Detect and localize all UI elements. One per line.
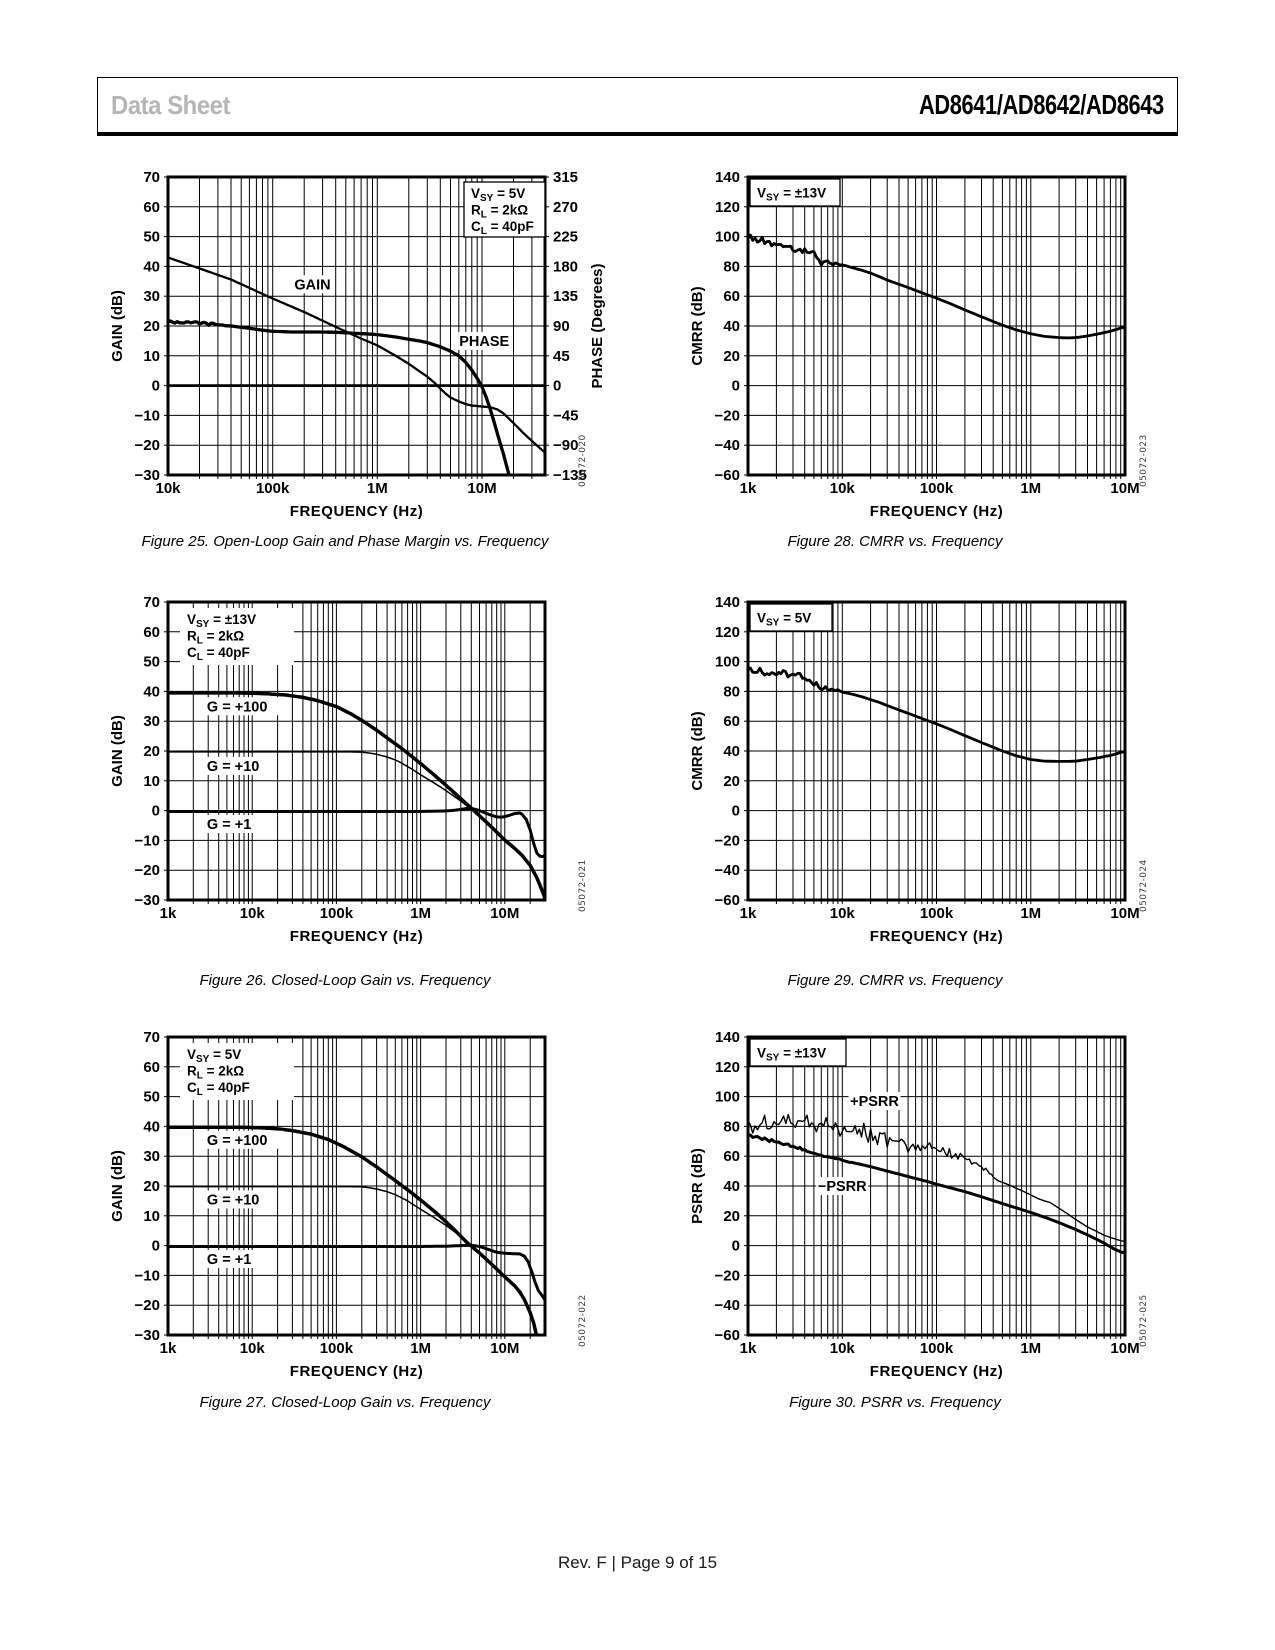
svg-text:100k: 100k [919,905,954,922]
curve-label-g+10 [204,1190,274,1208]
figure-30-caption: Figure 30. PSRR vs. Frequency [789,1394,1001,1411]
svg-text:120: 120 [714,1058,740,1076]
figure-30-code: 05072-025 [1139,1294,1149,1347]
y-axis-title: GAIN (dB) [109,290,126,362]
svg-text:80: 80 [723,258,740,276]
figure-29-plot [660,582,1190,954]
figure-27-chart [100,1017,630,1389]
svg-text:0: 0 [151,377,160,395]
svg-text:1M: 1M [1020,905,1042,922]
svg-text:60: 60 [143,1058,160,1076]
figure-29-caption: Figure 29. CMRR vs. Frequency [787,972,1003,989]
svg-text:−90: −90 [553,437,579,455]
y-axis-labels [715,1029,740,1344]
svg-text:VSY = ±13V: $V_{SY} = \pm 13V$ [757,1045,827,1064]
svg-text:50: 50 [143,228,160,246]
figure-28-caption: Figure 28. CMRR vs. Frequency [787,533,1003,550]
series-gain [168,258,545,453]
svg-text:10: 10 [143,347,160,365]
curve-label-g+1 [204,815,265,833]
svg-text:40: 40 [143,258,160,276]
curve-label-g+10 [204,757,274,775]
svg-text:1M: 1M [410,905,432,922]
svg-text:50: 50 [143,653,160,671]
svg-text:120: 120 [714,198,740,216]
figure-29-chart [660,582,1190,954]
svg-text:30: 30 [143,288,160,306]
svg-text:80: 80 [723,683,740,701]
test-conditions-annotation [180,1043,294,1100]
svg-text:10k: 10k [239,905,265,922]
figure-25-code: 05072-020 [578,434,588,487]
svg-text:40: 40 [143,1118,160,1136]
svg-text:40: 40 [723,318,740,335]
figure-26-caption: Figure 26. Closed-Loop Gain vs. Frequency [199,972,491,989]
svg-text:CL = 40pF: $C_L = 40pF$ [187,1080,250,1098]
svg-text:−30: −30 [134,467,160,484]
svg-text:60: 60 [723,713,740,731]
x-axis-title: FREQUENCY (Hz) [869,1363,1004,1380]
svg-text:10: 10 [143,1207,160,1225]
svg-text:60: 60 [143,623,160,641]
svg-text:50: 50 [143,1088,160,1106]
svg-text:60: 60 [723,1148,740,1166]
svg-text:−20: −20 [134,1297,160,1315]
x-axis-labels [155,480,496,497]
figure-26-plot [100,582,630,954]
svg-text:G = +1: G = +1 [206,1252,252,1269]
svg-text:30: 30 [143,713,160,731]
svg-text:0: 0 [151,802,160,820]
svg-text:70: 70 [143,169,160,186]
svg-text:−60: −60 [714,467,740,484]
svg-text:270: 270 [553,198,579,216]
svg-text:100k: 100k [319,905,354,922]
svg-text:60: 60 [143,198,160,216]
svg-text:−10: −10 [134,407,160,425]
figure-28-plot [660,157,1190,529]
svg-text:40: 40 [143,683,160,701]
y-axis-title-right: PHASE (Degrees) [589,263,606,389]
curve-label-g+1 [204,1250,265,1268]
test-conditions-annotation [750,179,840,206]
svg-text:100k: 100k [919,1340,954,1357]
svg-text:10k: 10k [829,480,855,497]
grid-lines [744,1037,1125,1339]
series-g-100 [168,693,545,899]
svg-text:VSY = 5V: $V_{SY} = 5V$ [471,186,526,204]
svg-text:1M: 1M [366,480,388,497]
svg-text:30: 30 [143,1148,160,1166]
svg-text:−20: −20 [714,407,740,425]
svg-text:140: 140 [714,169,740,186]
svg-text:10k: 10k [155,480,181,497]
svg-text:0: 0 [731,802,740,820]
svg-text:−20: −20 [714,832,740,850]
svg-text:140: 140 [714,594,740,611]
svg-text:VSY = 5V: $V_{SY} = 5V$ [757,610,812,629]
svg-text:−60: −60 [714,1327,740,1344]
svg-text:10k: 10k [829,1340,855,1357]
svg-text:10M: 10M [467,480,497,497]
curve-label-+psrr [849,1092,901,1110]
svg-text:0: 0 [731,377,740,395]
test-conditions-annotation [750,604,832,631]
svg-text:1k: 1k [739,1340,757,1357]
svg-text:100: 100 [714,228,740,246]
svg-text:1M: 1M [410,1340,432,1357]
svg-text:RL = 2kΩ: $R_L = 2k\Omega$ [471,202,529,221]
grid-lines [744,602,1125,904]
x-axis-title: FREQUENCY (Hz) [289,928,424,945]
y-axis-title: GAIN (dB) [109,1150,126,1222]
x-axis-labels [740,905,1140,922]
svg-text:10k: 10k [829,905,855,922]
svg-text:1k: 1k [739,905,757,922]
figure-30-plot [660,1017,1190,1389]
doc-type-label: Data Sheet [111,89,231,120]
svg-text:CL = 40pF: $C_L = 40pF$ [187,645,250,663]
svg-text:G = +1: G = +1 [206,817,252,834]
svg-text:315: 315 [553,169,579,186]
svg-text:10M: 10M [1110,905,1140,922]
x-axis-labels [740,1340,1140,1357]
x-axis-title: FREQUENCY (Hz) [869,503,1004,520]
svg-text:135: 135 [553,288,579,306]
x-axis-labels [160,905,520,922]
y-axis-labels [135,169,160,484]
svg-text:−20: −20 [134,437,160,455]
figure-27-code: 05072-022 [578,1294,588,1347]
svg-text:100k: 100k [255,480,290,497]
figure-25-caption: Figure 25. Open-Loop Gain and Phase Margin vs. Frequency [141,533,549,550]
svg-text:100k: 100k [319,1340,354,1357]
y-axis-title: PSRR (dB) [689,1148,706,1224]
figure-28-code: 05072-023 [1139,434,1149,487]
svg-text:70: 70 [143,594,160,611]
y-axis-labels [715,169,740,484]
page-footer: Rev. F | Page 9 of 15 [557,1553,718,1572]
x-axis-labels [740,480,1140,497]
series-group [168,258,545,480]
svg-text:0: 0 [151,1237,160,1255]
svg-text:−10: −10 [134,832,160,850]
svg-text:−45: −45 [553,407,579,425]
figure-27-plot [100,1017,630,1389]
svg-text:10M: 10M [490,905,520,922]
svg-text:20: 20 [723,347,740,365]
series-group [168,693,545,899]
svg-text:225: 225 [553,228,579,246]
svg-text:1k: 1k [159,905,177,922]
svg-text:60: 60 [723,288,740,306]
y-axis-title: GAIN (dB) [109,715,126,787]
y-axis-labels [135,1029,160,1344]
svg-text:20: 20 [723,772,740,790]
svg-text:−30: −30 [134,892,160,909]
y-axis-labels [715,594,740,909]
svg-text:20: 20 [143,743,160,760]
svg-text:1k: 1k [159,1340,177,1357]
svg-text:−40: −40 [714,437,740,455]
svg-text:GAIN: GAIN [294,277,331,294]
svg-text:G = +10: G = +10 [206,758,260,775]
svg-text:CL = 40pF: $C_L = 40pF$ [471,219,534,237]
curve-label-g+100 [204,1131,284,1149]
svg-text:1M: 1M [1020,1340,1042,1357]
svg-text:140: 140 [714,1029,740,1046]
svg-text:10M: 10M [1110,480,1140,497]
svg-text:80: 80 [723,1118,740,1136]
svg-text:40: 40 [723,743,740,760]
curve-label-gain [291,275,334,293]
grid-lines [744,177,1125,479]
svg-text:+PSRR: +PSRR [850,1094,899,1111]
svg-text:PHASE: PHASE [459,333,510,350]
figure-28-chart [660,157,1190,529]
svg-text:0: 0 [553,377,562,395]
figure-26-code: 05072-021 [578,859,588,912]
svg-text:0: 0 [731,1237,740,1255]
svg-text:RL = 2kΩ: $R_L = 2k\Omega$ [187,628,245,647]
curve-label-psrr [816,1177,868,1195]
svg-text:G = +100: G = +100 [206,1132,268,1149]
svg-text:−PSRR: −PSRR [817,1179,867,1195]
svg-text:10: 10 [143,772,160,790]
svg-text:RL = 2kΩ: $R_L = 2k\Omega$ [187,1063,245,1082]
svg-text:10k: 10k [239,1340,265,1357]
svg-text:−20: −20 [714,1267,740,1285]
figure-25-plot [100,157,630,529]
svg-text:−60: −60 [714,892,740,909]
test-conditions-annotation [750,1039,846,1066]
svg-text:20: 20 [143,318,160,335]
svg-text:100k: 100k [919,480,954,497]
part-number-title: AD8641/AD8642/AD8643 [919,89,1164,120]
figure-25-chart [100,157,630,529]
curve-label-phase [458,332,510,350]
svg-text:90: 90 [553,318,570,335]
svg-text:VSY = ±13V: $V_{SY} = \pm 13V$ [187,612,257,630]
page-header [97,77,1178,136]
y-axis-labels [135,594,160,909]
svg-text:1M: 1M [1020,480,1042,497]
test-conditions-annotation [464,182,545,237]
y-axis-title: CMRR (dB) [689,286,706,366]
svg-text:G = +100: G = +100 [206,699,268,716]
x-axis-title: FREQUENCY (Hz) [869,928,1004,945]
svg-text:−10: −10 [134,1267,160,1285]
curve-label-g+100 [204,697,284,715]
svg-text:−20: −20 [134,862,160,880]
x-axis-title: FREQUENCY (Hz) [289,503,424,520]
figure-26-chart [100,582,630,954]
svg-text:10M: 10M [1110,1340,1140,1357]
svg-text:40: 40 [723,1178,740,1195]
x-axis-title: FREQUENCY (Hz) [289,1363,424,1380]
svg-text:100: 100 [714,653,740,671]
svg-text:20: 20 [723,1207,740,1225]
svg-text:20: 20 [143,1178,160,1195]
figure-29-code: 05072-024 [1139,859,1149,912]
svg-text:G = +10: G = +10 [206,1192,260,1209]
x-axis-labels [160,1340,520,1357]
svg-text:70: 70 [143,1029,160,1046]
svg-text:1k: 1k [739,480,757,497]
svg-text:VSY = 5V: $V_{SY} = 5V$ [187,1047,242,1065]
y-axis-title: CMRR (dB) [689,711,706,791]
test-conditions-annotation [180,608,294,665]
figure-30-chart [660,1017,1190,1389]
figure-27-caption: Figure 27. Closed-Loop Gain vs. Frequency [199,1394,491,1411]
svg-text:45: 45 [553,347,570,365]
svg-text:−30: −30 [134,1327,160,1344]
svg-text:120: 120 [714,623,740,641]
svg-text:180: 180 [553,258,579,276]
svg-text:VSY = ±13V: $V_{SY} = \pm 13V$ [757,185,827,204]
svg-text:−40: −40 [714,1297,740,1315]
svg-text:−40: −40 [714,862,740,880]
svg-text:100: 100 [714,1088,740,1106]
svg-text:10M: 10M [490,1340,520,1357]
svg-text:−135: −135 [553,467,587,484]
